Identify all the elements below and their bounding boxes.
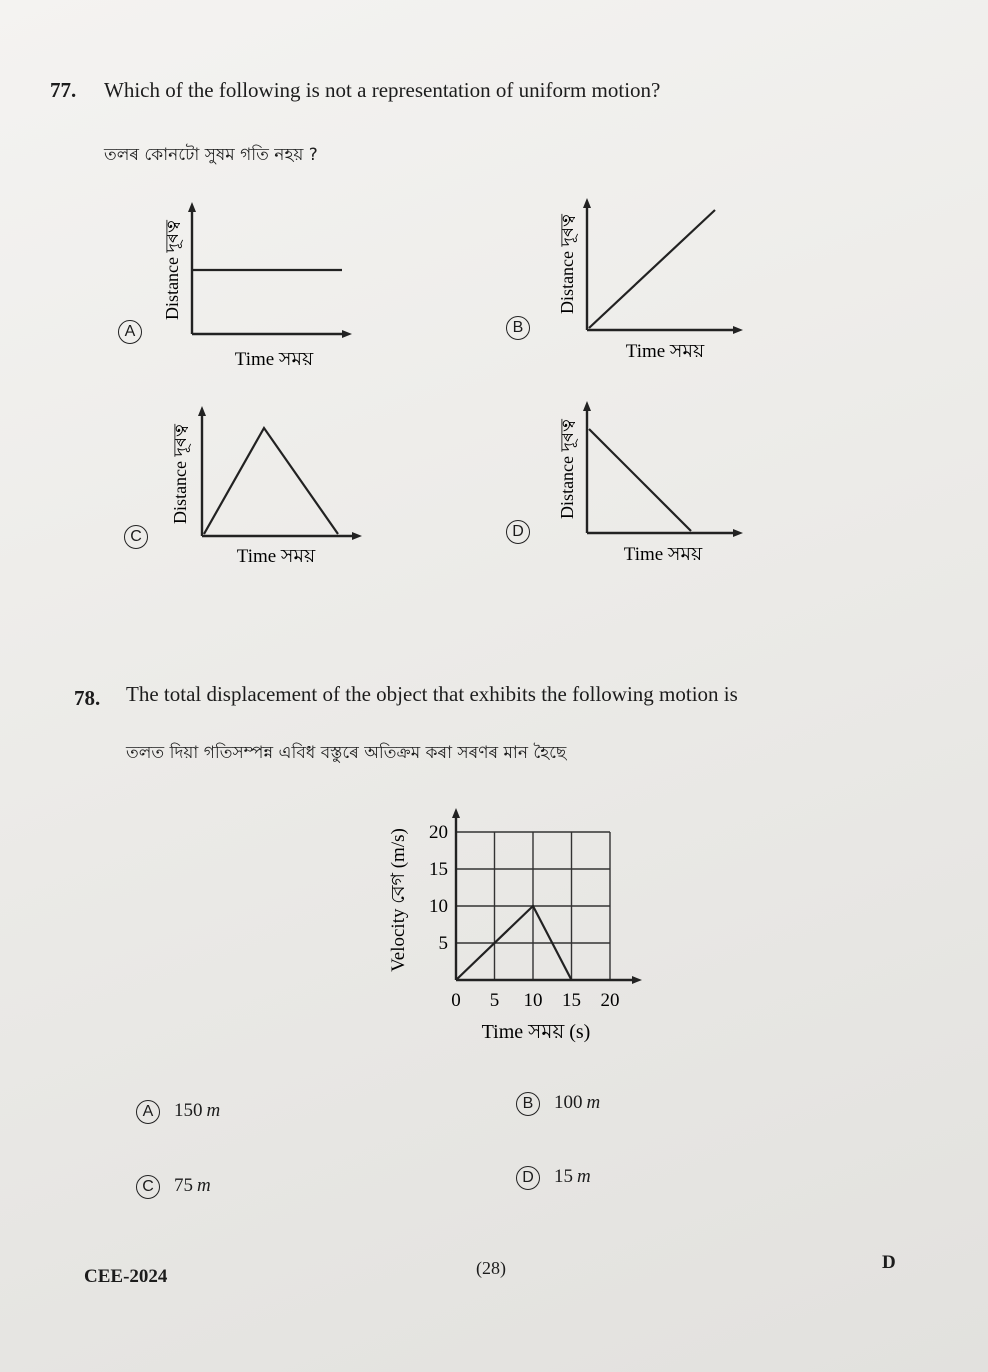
q77-graph-b (545, 192, 765, 372)
chart-y-axis-label: Velocity বেগ (m/s) (388, 828, 409, 972)
q78-option-d-unit: m (577, 1166, 591, 1187)
q78-option-d-value: 15 (554, 1166, 573, 1187)
q78-option-a[interactable] (136, 1100, 220, 1124)
q78-option-a-value: 150 (174, 1100, 203, 1121)
q77-graph-c-xlabel: Time সময় (236, 546, 316, 567)
footer-page-number: (28) (476, 1258, 506, 1278)
q77-text-as: তলৰ কোনটো সুষম গতি নহয় ? (104, 145, 318, 165)
q77-graph-b-letter[interactable]: B (506, 316, 530, 340)
q78-option-d[interactable] (516, 1166, 591, 1190)
q77-graph-c-line (204, 428, 338, 534)
q77-graph-b-ylabel: Distance দূৰত্ব (557, 214, 577, 314)
y-tick-label-0: 5 (438, 933, 448, 954)
q77-graph-d-letter[interactable]: D (506, 520, 530, 544)
q77-graph-b-xlabel: Time সময় (625, 341, 705, 362)
q78-option-a-letter[interactable]: A (136, 1100, 160, 1124)
q78-option-c[interactable] (136, 1175, 211, 1199)
footer-set-letter: D (882, 1252, 896, 1273)
q78-option-a-unit: m (206, 1100, 221, 1121)
q77-graph-c-ylabel: Distance দূৰত্ব (170, 424, 190, 524)
q77-number: 77. (50, 78, 77, 102)
y-tick-label-3: 20 (429, 822, 448, 843)
y-tick-label-2: 15 (429, 859, 448, 880)
q78-option-c-letter[interactable]: C (136, 1175, 160, 1199)
chart-x-axis-label: Time সময় (s) (481, 1021, 591, 1043)
q77-graph-c-letter[interactable]: C (124, 525, 148, 549)
q77-graph-d-xlabel: Time সময় (623, 544, 703, 565)
x-tick-label-4: 20 (600, 990, 620, 1011)
q78-option-b-letter[interactable]: B (516, 1092, 540, 1116)
q77-graph-a-letter[interactable]: A (118, 320, 142, 344)
q77-graph-a (150, 190, 370, 380)
q78-option-b-value: 100 (554, 1092, 583, 1113)
q77-text-en: Which of the following is not a representation of uniform motion? (104, 78, 661, 102)
q77-graph-d-ylabel: Distance দূৰত্ব (557, 419, 577, 519)
q78-text-as: তলত দিয়া গতিসম্পন্ন এবিধ বস্তুৰে অতিক্ৰম কৰা সৰণৰ মান হৈছে (126, 743, 567, 763)
q77-graph-a-xlabel: Time সময় (234, 349, 314, 370)
q78-text-en: The total displacement of the object that exhibits the following motion is (126, 682, 738, 706)
q77-graph-a-ylabel: Distance দূৰত্ব (162, 220, 182, 320)
q77-graph-d (545, 395, 765, 575)
x-tick-label-3: 15 (562, 990, 581, 1011)
q78-option-b[interactable] (516, 1092, 600, 1116)
q78-option-d-letter[interactable]: D (516, 1166, 540, 1190)
velocity-time-chart (380, 800, 660, 1050)
q78-number: 78. (74, 686, 101, 710)
q78-option-c-value: 75 (174, 1175, 193, 1196)
footer-exam-code: CEE-2024 (84, 1266, 168, 1287)
x-tick-label-1: 5 (489, 990, 500, 1011)
q77-graph-d-line (589, 429, 691, 531)
y-tick-label-1: 10 (429, 896, 448, 917)
x-tick-label-0: 0 (451, 990, 461, 1011)
q77-graph-b-line (589, 210, 715, 328)
q77-graph-c (160, 400, 380, 580)
q78-option-b-unit: m (586, 1092, 601, 1113)
x-tick-label-2: 10 (523, 990, 543, 1011)
q78-option-c-unit: m (197, 1175, 211, 1196)
